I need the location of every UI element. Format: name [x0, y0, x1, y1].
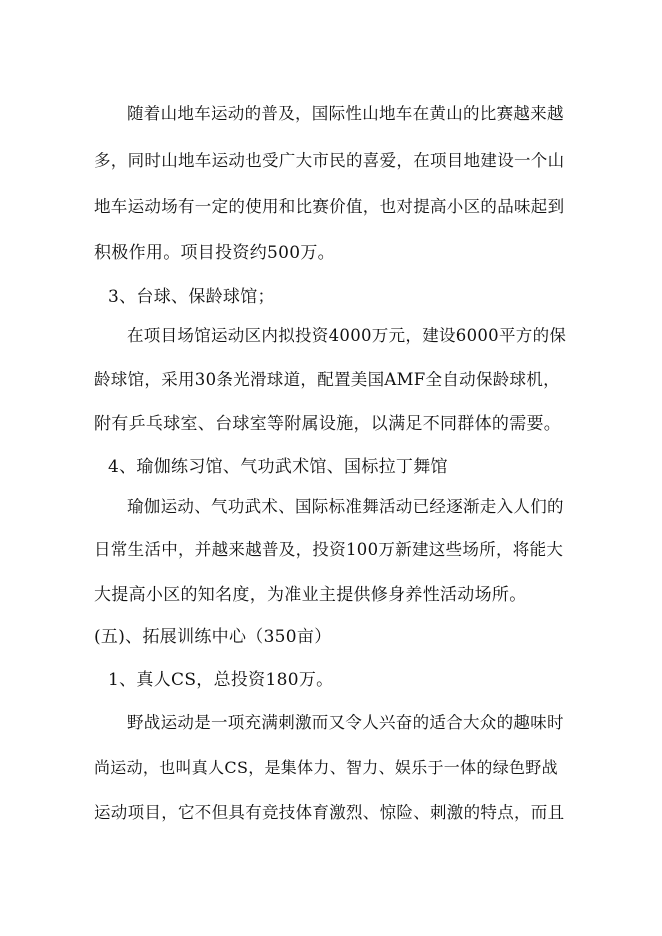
paragraph-line-16: 尚运动，也叫真人CS，是集体力、智力、娱乐于一体的绿色野战 — [94, 758, 558, 777]
paragraph-line-7: 龄球馆，采用30条光滑球道，配置美国AMF全自动保龄球机， — [94, 370, 560, 389]
paragraph-line-15: 野战运动是一项充满刺激而又令人兴奋的适合大众的趣味时 — [127, 713, 564, 732]
paragraph-line-6: 在项目场馆运动区内拟投资4000万元，建设6000平方的保 — [127, 326, 567, 345]
paragraph-line-10: 瑜伽运动、气功武术、国际标准舞活动已经逐渐走入人们的 — [127, 497, 564, 516]
paragraph-line-1: 随着山地车运动的普及，国际性山地车在黄山的比赛越来越 — [127, 104, 564, 123]
paragraph-line-17: 运动项目，它不但具有竞技体育激烈、惊险、刺激的特点，而且 — [94, 803, 565, 822]
paragraph-line-12: 大提高小区的知名度，为准业主提供修身养性活动场所。 — [94, 585, 527, 605]
section-heading-training-center: (五)、拓展训练中心（350亩） — [94, 627, 332, 647]
paragraph-line-4: 积极作用。项目投资约500万。 — [94, 243, 335, 263]
subsection-heading-real-cs: 1、真人CS，总投资180万。 — [108, 670, 334, 690]
section-heading-billiards-bowling: 3、台球、保龄球馆； — [108, 287, 275, 307]
paragraph-line-2: 多，同时山地车运动也受广大市民的喜爱，在项目地建设一个山 — [94, 151, 565, 170]
section-heading-yoga-kungfu-dance: 4、瑜伽练习馆、气功武术馆、国标拉丁舞馆 — [108, 457, 448, 477]
paragraph-line-3: 地车运动场有一定的使用和比赛价值，也对提高小区的品味起到 — [94, 197, 565, 216]
paragraph-line-11: 日常生活中，并越来越普及，投资100万新建这些场所，将能大 — [94, 540, 564, 559]
paragraph-line-8: 附有乒乓球室、台球室等附属设施，以满足不同群体的需要。 — [94, 414, 562, 434]
